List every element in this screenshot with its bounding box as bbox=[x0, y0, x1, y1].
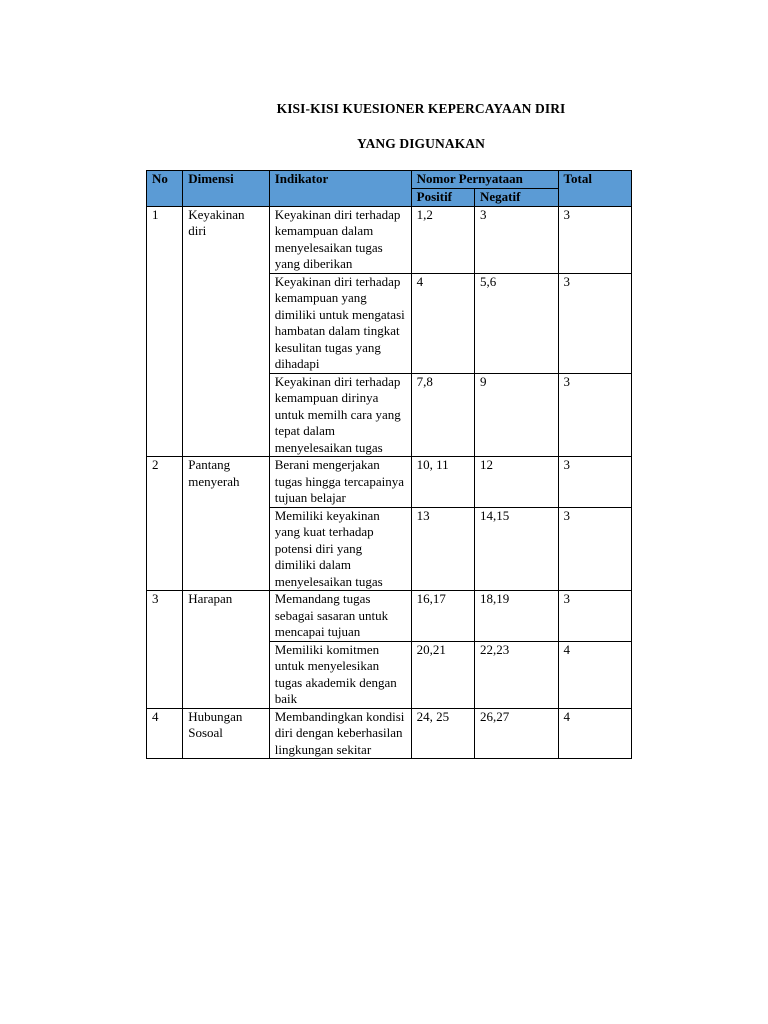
cell-no: 4 bbox=[147, 708, 183, 759]
cell-negatif: 3 bbox=[475, 206, 559, 273]
cell-negatif: 12 bbox=[475, 457, 559, 508]
cell-total: 3 bbox=[558, 373, 631, 457]
cell-indikator: Keyakinan diri terhadap kemampuan yang dimiliki untuk mengatasi hambatan dalam tingkat kesulitan tugas yang dihadapi bbox=[269, 273, 411, 373]
cell-negatif: 14,15 bbox=[475, 507, 559, 591]
cell-dimensi: Harapan bbox=[183, 591, 270, 709]
cell-indikator: Memiliki keyakinan yang kuat terhadap potensi diri yang dimiliki dalam menyelesaikan tugas bbox=[269, 507, 411, 591]
cell-positif: 10, 11 bbox=[411, 457, 474, 508]
cell-positif: 13 bbox=[411, 507, 474, 591]
table-row bbox=[147, 591, 632, 642]
kisi-kisi-table bbox=[146, 170, 632, 759]
cell-total: 3 bbox=[558, 206, 631, 273]
cell-indikator: Membandingkan kondisi diri dengan keberhasilan lingkungan sekitar bbox=[269, 708, 411, 759]
table-row bbox=[147, 206, 632, 273]
cell-positif: 24, 25 bbox=[411, 708, 474, 759]
header-indikator: Indikator bbox=[269, 171, 411, 207]
cell-dimensi: Keyakinan diri bbox=[183, 206, 270, 457]
header-positif: Positif bbox=[411, 189, 474, 207]
cell-total: 4 bbox=[558, 641, 631, 708]
cell-indikator: Berani mengerjakan tugas hingga tercapainya tujuan belajar bbox=[269, 457, 411, 508]
table-row bbox=[147, 708, 632, 759]
cell-negatif: 22,23 bbox=[475, 641, 559, 708]
header-total: Total bbox=[558, 171, 631, 207]
cell-no: 1 bbox=[147, 206, 183, 457]
cell-positif: 1,2 bbox=[411, 206, 474, 273]
cell-negatif: 5,6 bbox=[475, 273, 559, 373]
cell-indikator: Keyakinan diri terhadap kemampuan dalam menyelesaikan tugas yang diberikan bbox=[269, 206, 411, 273]
cell-positif: 20,21 bbox=[411, 641, 474, 708]
cell-no: 2 bbox=[147, 457, 183, 591]
cell-total: 3 bbox=[558, 273, 631, 373]
cell-indikator: Keyakinan diri terhadap kemampuan dirinya untuk memilh cara yang tepat dalam menyelesaikan tugas bbox=[269, 373, 411, 457]
cell-positif: 7,8 bbox=[411, 373, 474, 457]
cell-total: 3 bbox=[558, 507, 631, 591]
cell-no: 3 bbox=[147, 591, 183, 709]
cell-indikator: Memandang tugas sebagai sasaran untuk mencapai tujuan bbox=[269, 591, 411, 642]
cell-negatif: 26,27 bbox=[475, 708, 559, 759]
header-negatif: Negatif bbox=[475, 189, 559, 207]
table-row bbox=[147, 457, 632, 508]
document-subtitle: YANG DIGUNAKAN bbox=[356, 136, 486, 151]
header-nomor-pernyataan: Nomor Pernyataan bbox=[411, 171, 558, 189]
cell-positif: 16,17 bbox=[411, 591, 474, 642]
cell-total: 3 bbox=[558, 457, 631, 508]
cell-negatif: 18,19 bbox=[475, 591, 559, 642]
cell-indikator: Memiliki komitmen untuk menyelesikan tugas akademik dengan baik bbox=[269, 641, 411, 708]
cell-total: 4 bbox=[558, 708, 631, 759]
header-no: No bbox=[147, 171, 183, 207]
cell-positif: 4 bbox=[411, 273, 474, 373]
header-dimensi: Dimensi bbox=[183, 171, 270, 207]
cell-dimensi: Hubungan Sosoal bbox=[183, 708, 270, 759]
cell-total: 3 bbox=[558, 591, 631, 642]
document-title: KISI-KISI KUESIONER KEPERCAYAAN DIRI bbox=[276, 101, 566, 116]
cell-negatif: 9 bbox=[475, 373, 559, 457]
cell-dimensi: Pantang menyerah bbox=[183, 457, 270, 591]
